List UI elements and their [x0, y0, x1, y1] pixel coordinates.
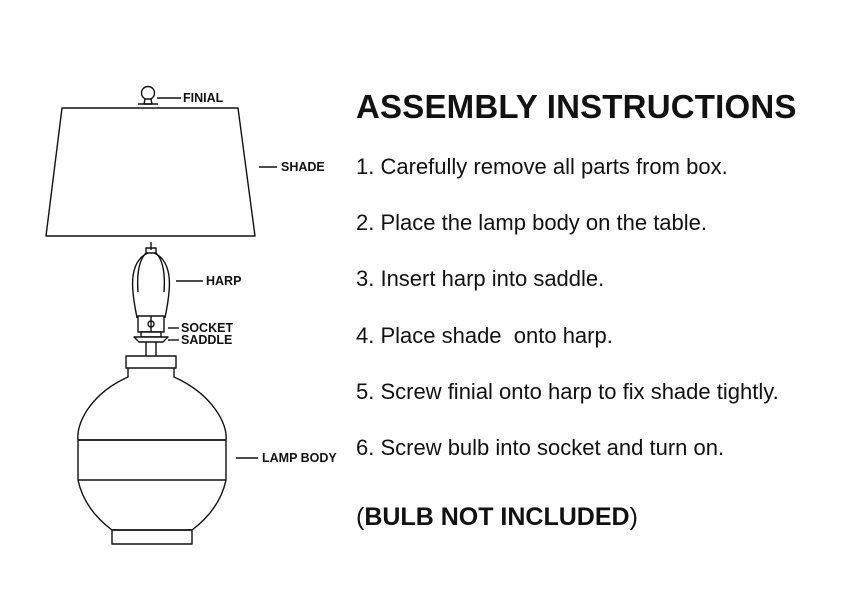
shade-label: SHADE — [281, 160, 325, 174]
step-6: 6. Screw bulb into socket and turn on. — [356, 434, 725, 460]
page-title: ASSEMBLY INSTRUCTIONS — [356, 88, 797, 125]
step-3: 3. Insert harp into saddle. — [356, 266, 605, 292]
step-5: 5. Screw finial onto harp to fix shade tightly. — [356, 378, 779, 404]
step-1: 1. Carefully remove all parts from box. — [356, 154, 728, 179]
shade-icon — [46, 108, 255, 236]
socket-label: SOCKET — [181, 321, 234, 335]
lamp-body-label: LAMP BODY — [262, 451, 337, 465]
harp-icon — [133, 242, 170, 318]
step-4: 4. Place shade onto harp. — [356, 322, 613, 348]
instruction-steps — [356, 152, 779, 489]
harp-label: HARP — [206, 274, 242, 288]
step-2: 2. Place the lamp body on the table. — [356, 210, 708, 236]
finial-label: FINIAL — [183, 91, 224, 105]
note-paren-close: ) — [629, 503, 638, 531]
bulb-note — [356, 503, 638, 532]
lamp-body-icon — [78, 356, 226, 544]
lamp-assembly-diagram — [0, 0, 340, 608]
saddle-label: SADDLE — [181, 333, 233, 347]
socket-icon — [138, 316, 164, 337]
note-paren-open: ( — [356, 503, 365, 531]
finial-icon — [138, 87, 158, 105]
saddle-icon — [134, 337, 168, 356]
note-text: BULB NOT INCLUDED — [364, 503, 630, 531]
